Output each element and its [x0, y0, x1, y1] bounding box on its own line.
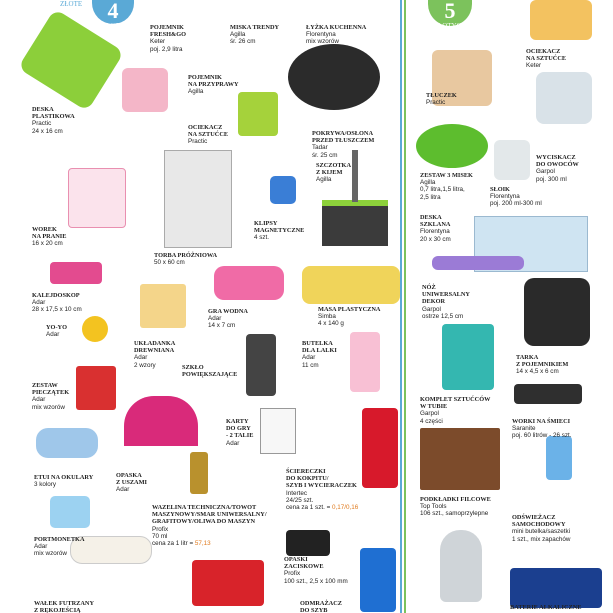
product-portmonetka: PORTMONETKA Adar mix wzorów — [34, 536, 85, 558]
product-pojemnik-przyprawy: POJEMNIK NA PRZYPRAWY Agilla — [188, 74, 239, 96]
utensil-holder-image — [238, 92, 278, 136]
product-worek-pranie: WOREK NA PRANIE 16 x 20 cm — [32, 226, 67, 248]
price-badge-right: 5 ZŁOTYCH — [428, 0, 472, 26]
knife-image — [432, 256, 524, 270]
product-sciereczki: ŚCIERECZKI DO KOKPITU/ SZYB I WYCIERACZEK Intertec 24/25 szt. cena za 1 szt. = 0,17/0,16 — [286, 468, 359, 512]
broom-image — [322, 200, 388, 246]
laundry-bag-image — [68, 168, 126, 228]
cat-ears-headband-image — [124, 396, 198, 446]
product-zestaw-misek: ZESTAW 3 MISEK Agilla 0,7 litra,1,5 litra, 2,5 litra — [420, 172, 473, 201]
lubricant-image — [190, 452, 208, 494]
product-deska-szklana: DESKA SZKLANA Florentyna 20 x 30 cm — [420, 214, 451, 243]
felt-pads-image — [420, 428, 500, 490]
product-sloik: SŁOIK Florentyna poj. 200 ml-300 ml — [490, 186, 542, 208]
playing-cards-image — [260, 408, 296, 454]
product-gra-wodna: GRA WODNA Adar 14 x 7 cm — [208, 308, 248, 330]
product-etui: ETUI NA OKULARY 3 kolory — [34, 474, 94, 489]
product-miska-trendy: MISKA TRENDY Agilla śr. 26 cm — [230, 24, 280, 46]
product-deska-plastikowa: DESKA PLASTIKOWA Practic 24 x 16 cm — [32, 106, 75, 135]
vacuum-bag-image — [164, 150, 232, 248]
product-odswiezacz: ODŚWIEŻACZ SAMOCHODOWY mini butelka/saszetki 1 szt., mix zapachów — [512, 514, 571, 543]
kaleidoscope-image — [50, 262, 102, 284]
doll-bottle-image — [350, 332, 380, 392]
product-lyzka: ŁYŻKA KUCHENNA Florentyna mix wzorów — [306, 24, 367, 46]
product-pieczatki: ZESTAW PIECZĄTEK Adar mix wzorów — [32, 382, 70, 411]
purse-image — [50, 496, 90, 528]
product-opaski: OPASKI ZACISKOWE Profix 100 szt., 2,5 x 100 mm — [284, 556, 348, 585]
jar-image — [494, 140, 530, 180]
cable-ties-image — [286, 530, 330, 556]
product-ukladanka: UKŁADANKA DREWNIANA Adar 2 wzory — [134, 340, 176, 369]
product-torba: TORBA PRÓŻNIOWA 50 x 60 cm — [154, 252, 218, 267]
product-tluczek: TŁUCZEK Practic — [426, 92, 457, 107]
batteries-image — [510, 568, 602, 608]
product-masa: MASA PLASTYCZNA Simba 4 x 140 g — [318, 306, 381, 328]
utensil-drainer-image — [530, 0, 592, 40]
product-karty: KARTY DO GRY - 2 TALIE Adar — [226, 418, 254, 447]
product-opaska: OPASKA Z USZAMI Adar — [116, 472, 147, 494]
juicer-image — [536, 72, 592, 124]
pan-cover-image — [288, 44, 380, 110]
product-baterie: BATERIE ALKALICZNE — [510, 604, 582, 611]
water-game-image — [214, 266, 284, 300]
product-ociekacz-sztucce-l: OCIEKACZ NA SZTUĆCE Practic — [188, 124, 229, 146]
product-butelka: BUTELKA DLA LALKI Adar 11 cm — [302, 340, 337, 369]
magnetic-clip-image — [270, 176, 296, 204]
product-yoyo: YO-YO Adar — [46, 324, 67, 339]
grater-image — [524, 278, 590, 346]
showerhead-image — [440, 530, 482, 602]
product-worki: WORKI NA ŚMIECI Saranite poj. 60 litrów - 26 szt. — [512, 418, 572, 440]
wipes-image — [362, 408, 398, 488]
first-aid-kit-image — [192, 560, 264, 606]
price-badge-left-prefix: ZŁOTE — [60, 0, 83, 8]
play-dough-image — [302, 266, 400, 304]
product-komplet: KOMPLET SZTUĆCÓW W TUBIE Garpol 4 części — [420, 396, 491, 425]
stamp-set-image — [76, 366, 116, 410]
product-kalejdoskop: KALEJDOSKOP Adar 28 x 17,5 x 10 cm — [32, 292, 82, 314]
product-podkladki: PODKŁADKI FILCOWE Top Tools 106 szt., samoprzylepne — [420, 496, 491, 518]
bowl-set-image — [416, 124, 488, 168]
product-klipsy: KLIPSY MAGNETYCZNE 4 szt. — [254, 220, 305, 242]
product-ociekacz-sztucce-r: OCIEKACZ NA SZTUĆCE Keter — [526, 48, 567, 70]
cutlery-set-image — [442, 324, 494, 390]
product-pokrywa: POKRYWA/OSŁONA PRZED TŁUSZCZEM Tadar śr. 25 cm — [312, 130, 375, 159]
yoyo-image — [82, 316, 108, 342]
product-pojemnik-fresh: POJEMNIK FRESH&GO Keter poj. 2,9 litra — [150, 24, 187, 53]
product-tarka: TARKA Z POJEMNIKIEM 14 x 4,5 x 6 cm — [516, 354, 569, 376]
product-wazelina: WAZELINA TECHNICZNA/TOWOT MASZYNOWY/SMAR UNIWERSALNY/ GRAFITOWY/OLIWA DO MASZYN Profix 70 ml cena za 1 litr = 57,13 — [152, 504, 267, 548]
glasses-case-image — [36, 428, 98, 458]
product-walek: WAŁEK FUTRZANY Z RĘKOJEŚCIĄ — [34, 600, 95, 613]
product-wyciskacz: WYCISKACZ DO OWOCÓW Garpol poj. 300 ml — [536, 154, 579, 183]
price-badge-left: 4 ZŁOTE — [92, 0, 134, 24]
wooden-puzzle-image — [140, 284, 186, 328]
spice-container-image — [122, 68, 168, 112]
product-szklo: SZKŁO POWIĘKSZAJĄCE — [182, 364, 238, 379]
magnifier-image — [246, 334, 276, 396]
deicer-image — [360, 548, 396, 612]
product-odmrazacz: ODMRAŻACZ DO SZYB — [300, 600, 342, 613]
product-noz: NÓŻ UNIWERSALNY DEKOR Garpol ostrze 12,5 cm — [422, 284, 470, 320]
product-szczotka: SZCZOTKA Z KIJEM Agilla — [316, 162, 351, 184]
air-freshener-image — [546, 436, 572, 480]
trash-bags-image — [514, 384, 582, 404]
